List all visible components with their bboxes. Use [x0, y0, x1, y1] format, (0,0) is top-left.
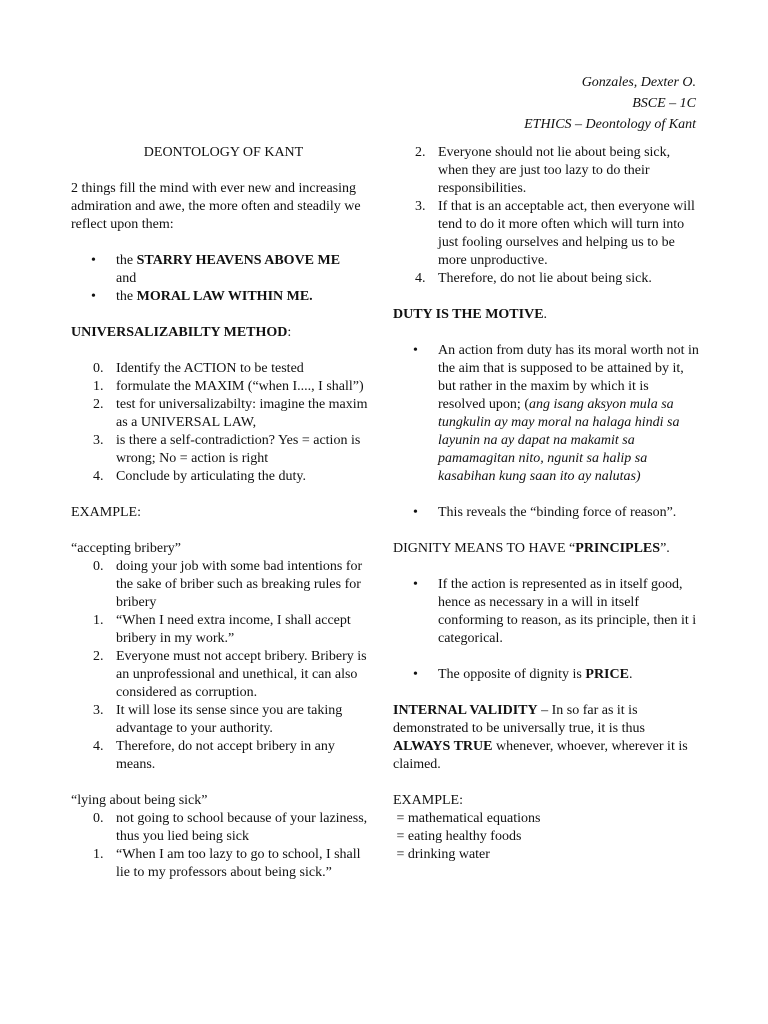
list-item	[393, 342, 699, 486]
step-text: Everyone must not accept bribery. Bribery is an unprofessional and unethical, it can also considered as corruption.	[116, 649, 367, 700]
bullet-bold: MORAL LAW WITHIN ME.	[136, 289, 313, 304]
dignity-list-2	[393, 666, 699, 684]
list-item	[393, 270, 699, 288]
step-text: is there a self-contradiction? Yes = action is wrong; No = action is right	[116, 433, 361, 466]
step-text: Therefore, do not accept bribery in any means.	[116, 739, 335, 772]
example-item: = mathematical equations	[393, 811, 541, 826]
bullet-icon: •	[413, 505, 418, 520]
dignity-heading	[393, 540, 699, 558]
duty-title: DUTY IS THE MOTIVE	[393, 307, 544, 322]
step-number: 0.	[93, 559, 104, 574]
step-number: 2.	[93, 649, 104, 664]
step-text: not going to school because of your laziness, thus you lied being sick	[116, 811, 368, 844]
step-number: 0.	[93, 811, 104, 826]
example-steps-continued	[393, 144, 699, 288]
right-column	[393, 144, 699, 864]
step-text: If that is an acceptable act, then everyone will tend to do it more often which will turn into just fooling ourselves and helping us to be more unproductive.	[438, 199, 695, 268]
duty-heading	[393, 306, 699, 324]
step-number: 4.	[93, 739, 104, 754]
list-item	[71, 252, 376, 288]
step-number: 2.	[415, 145, 426, 160]
list-item	[71, 738, 376, 774]
method-heading	[71, 324, 376, 342]
author-name: Gonzales, Dexter O.	[581, 75, 696, 90]
bullet-icon: •	[91, 289, 96, 304]
course-label: ETHICS – Deontology of Kant	[524, 117, 696, 132]
internal-validity-paragraph	[393, 702, 699, 774]
example-steps	[71, 558, 376, 774]
list-item	[393, 144, 699, 198]
list-item	[393, 666, 699, 684]
list-item	[71, 360, 376, 378]
example-title: “lying about being sick”	[71, 793, 208, 808]
step-number: 3.	[93, 703, 104, 718]
step-text: “When I need extra income, I shall accept bribery in my work.”	[116, 613, 351, 646]
list-item	[71, 288, 376, 306]
method-title: UNIVERSALIZABILTY METHOD	[71, 325, 288, 340]
bullet-italic-text: ang isang aksyon mula sa tungkulin ay may moral na halaga hindi sa layunin na ay dapat na makamit sa pamamagitan nito, ngunit sa halip sa kasabihan kung saan ito ay nalutas)	[438, 397, 680, 484]
bullet-text: If the action is represented as in itself good, hence as necessary in a will in itself conforming to reason, as its principle, then it i categorical.	[438, 577, 697, 646]
method-steps	[71, 360, 376, 486]
duty-list-2	[393, 504, 699, 522]
left-column	[71, 144, 376, 882]
dignity-prefix: DIGNITY MEANS TO HAVE “	[393, 541, 576, 556]
list-item	[393, 504, 699, 522]
step-number: 1.	[93, 847, 104, 862]
list-item	[71, 702, 376, 738]
example-steps	[71, 810, 376, 882]
step-text: Everyone should not lie about being sick, when they are just too lazy to do their responsibilities.	[438, 145, 671, 196]
example-item: = drinking water	[393, 847, 490, 862]
duty-period: .	[543, 307, 548, 322]
duty-list	[393, 342, 699, 486]
step-text: test for universalizabilty: imagine the maxim as a UNIVERSAL LAW,	[116, 397, 368, 430]
bullet-prefix: the	[116, 289, 137, 304]
bullet-icon: •	[413, 343, 418, 358]
step-text: formulate the MAXIM (“when I...., I shall”)	[116, 379, 364, 394]
list-item	[71, 468, 376, 486]
list-item	[71, 648, 376, 702]
wonder-list	[71, 252, 376, 306]
step-text: Identify the ACTION to be tested	[116, 361, 304, 376]
list-item	[71, 810, 376, 846]
internal-validity-title: INTERNAL VALIDITY	[393, 703, 538, 718]
bullet-prefix: the	[116, 253, 137, 268]
list-item	[71, 558, 376, 612]
step-number: 3.	[415, 199, 426, 214]
bullet-suffix: and	[116, 271, 137, 286]
example-label: EXAMPLE:	[71, 505, 141, 520]
internal-validity-text: – In so far as it is demonstrated to be universally true, it is thus	[393, 703, 645, 736]
bullet-bold: STARRY HEAVENS ABOVE ME	[136, 253, 341, 268]
step-number: 1.	[93, 379, 104, 394]
bullet-text: An action from duty has its moral worth not in the aim that is supposed to be attained by it, but rather in the maxim by which it is resolved upon; (	[438, 343, 699, 412]
list-item	[71, 612, 376, 648]
step-text: Therefore, do not lie about being sick.	[438, 271, 652, 286]
list-item	[393, 198, 699, 270]
list-item	[71, 396, 376, 432]
page-title: DEONTOLOGY OF KANT	[143, 145, 304, 160]
step-text: Conclude by articulating the duty.	[116, 469, 306, 484]
dignity-suffix: ”.	[660, 541, 670, 556]
dignity-bold: PRINCIPLES	[575, 541, 661, 556]
step-number: 3.	[93, 433, 104, 448]
bullet-icon: •	[91, 253, 96, 268]
step-number: 4.	[93, 469, 104, 484]
intro-paragraph: 2 things fill the mind with ever new and increasing admiration and awe, the more often and steadily we reflect upon them:	[71, 181, 361, 232]
example-label: EXAMPLE:	[393, 793, 463, 808]
method-colon: :	[287, 325, 292, 340]
list-item	[71, 432, 376, 468]
bullet-icon: •	[413, 577, 418, 592]
dignity-list	[393, 576, 699, 648]
example-item: = eating healthy foods	[393, 829, 522, 844]
bullet-text: This reveals the “binding force of reason”.	[438, 505, 677, 520]
step-number: 2.	[93, 397, 104, 412]
document-header	[524, 72, 696, 135]
step-number: 4.	[415, 271, 426, 286]
list-item	[71, 846, 376, 882]
bullet-text: The opposite of dignity is	[438, 667, 586, 682]
step-text: It will lose its sense since you are taking advantage to your authority.	[116, 703, 343, 736]
always-true-label: ALWAYS TRUE	[393, 739, 493, 754]
section-label: BSCE – 1C	[632, 96, 696, 111]
bullet-bold: PRICE	[585, 667, 629, 682]
step-number: 0.	[93, 361, 104, 376]
list-item	[71, 378, 376, 396]
example-title: “accepting bribery”	[71, 541, 181, 556]
step-number: 1.	[93, 613, 104, 628]
step-text: “When I am too lazy to go to school, I shall lie to my professors about being sick.”	[116, 847, 361, 880]
step-text: doing your job with some bad intentions for the sake of briber such as breaking rules for bribery	[116, 559, 363, 610]
bullet-suffix: .	[628, 667, 633, 682]
internal-validity-text-2: whenever, whoever, wherever it is claimed.	[393, 739, 688, 772]
bullet-icon: •	[413, 667, 418, 682]
list-item	[393, 576, 699, 648]
